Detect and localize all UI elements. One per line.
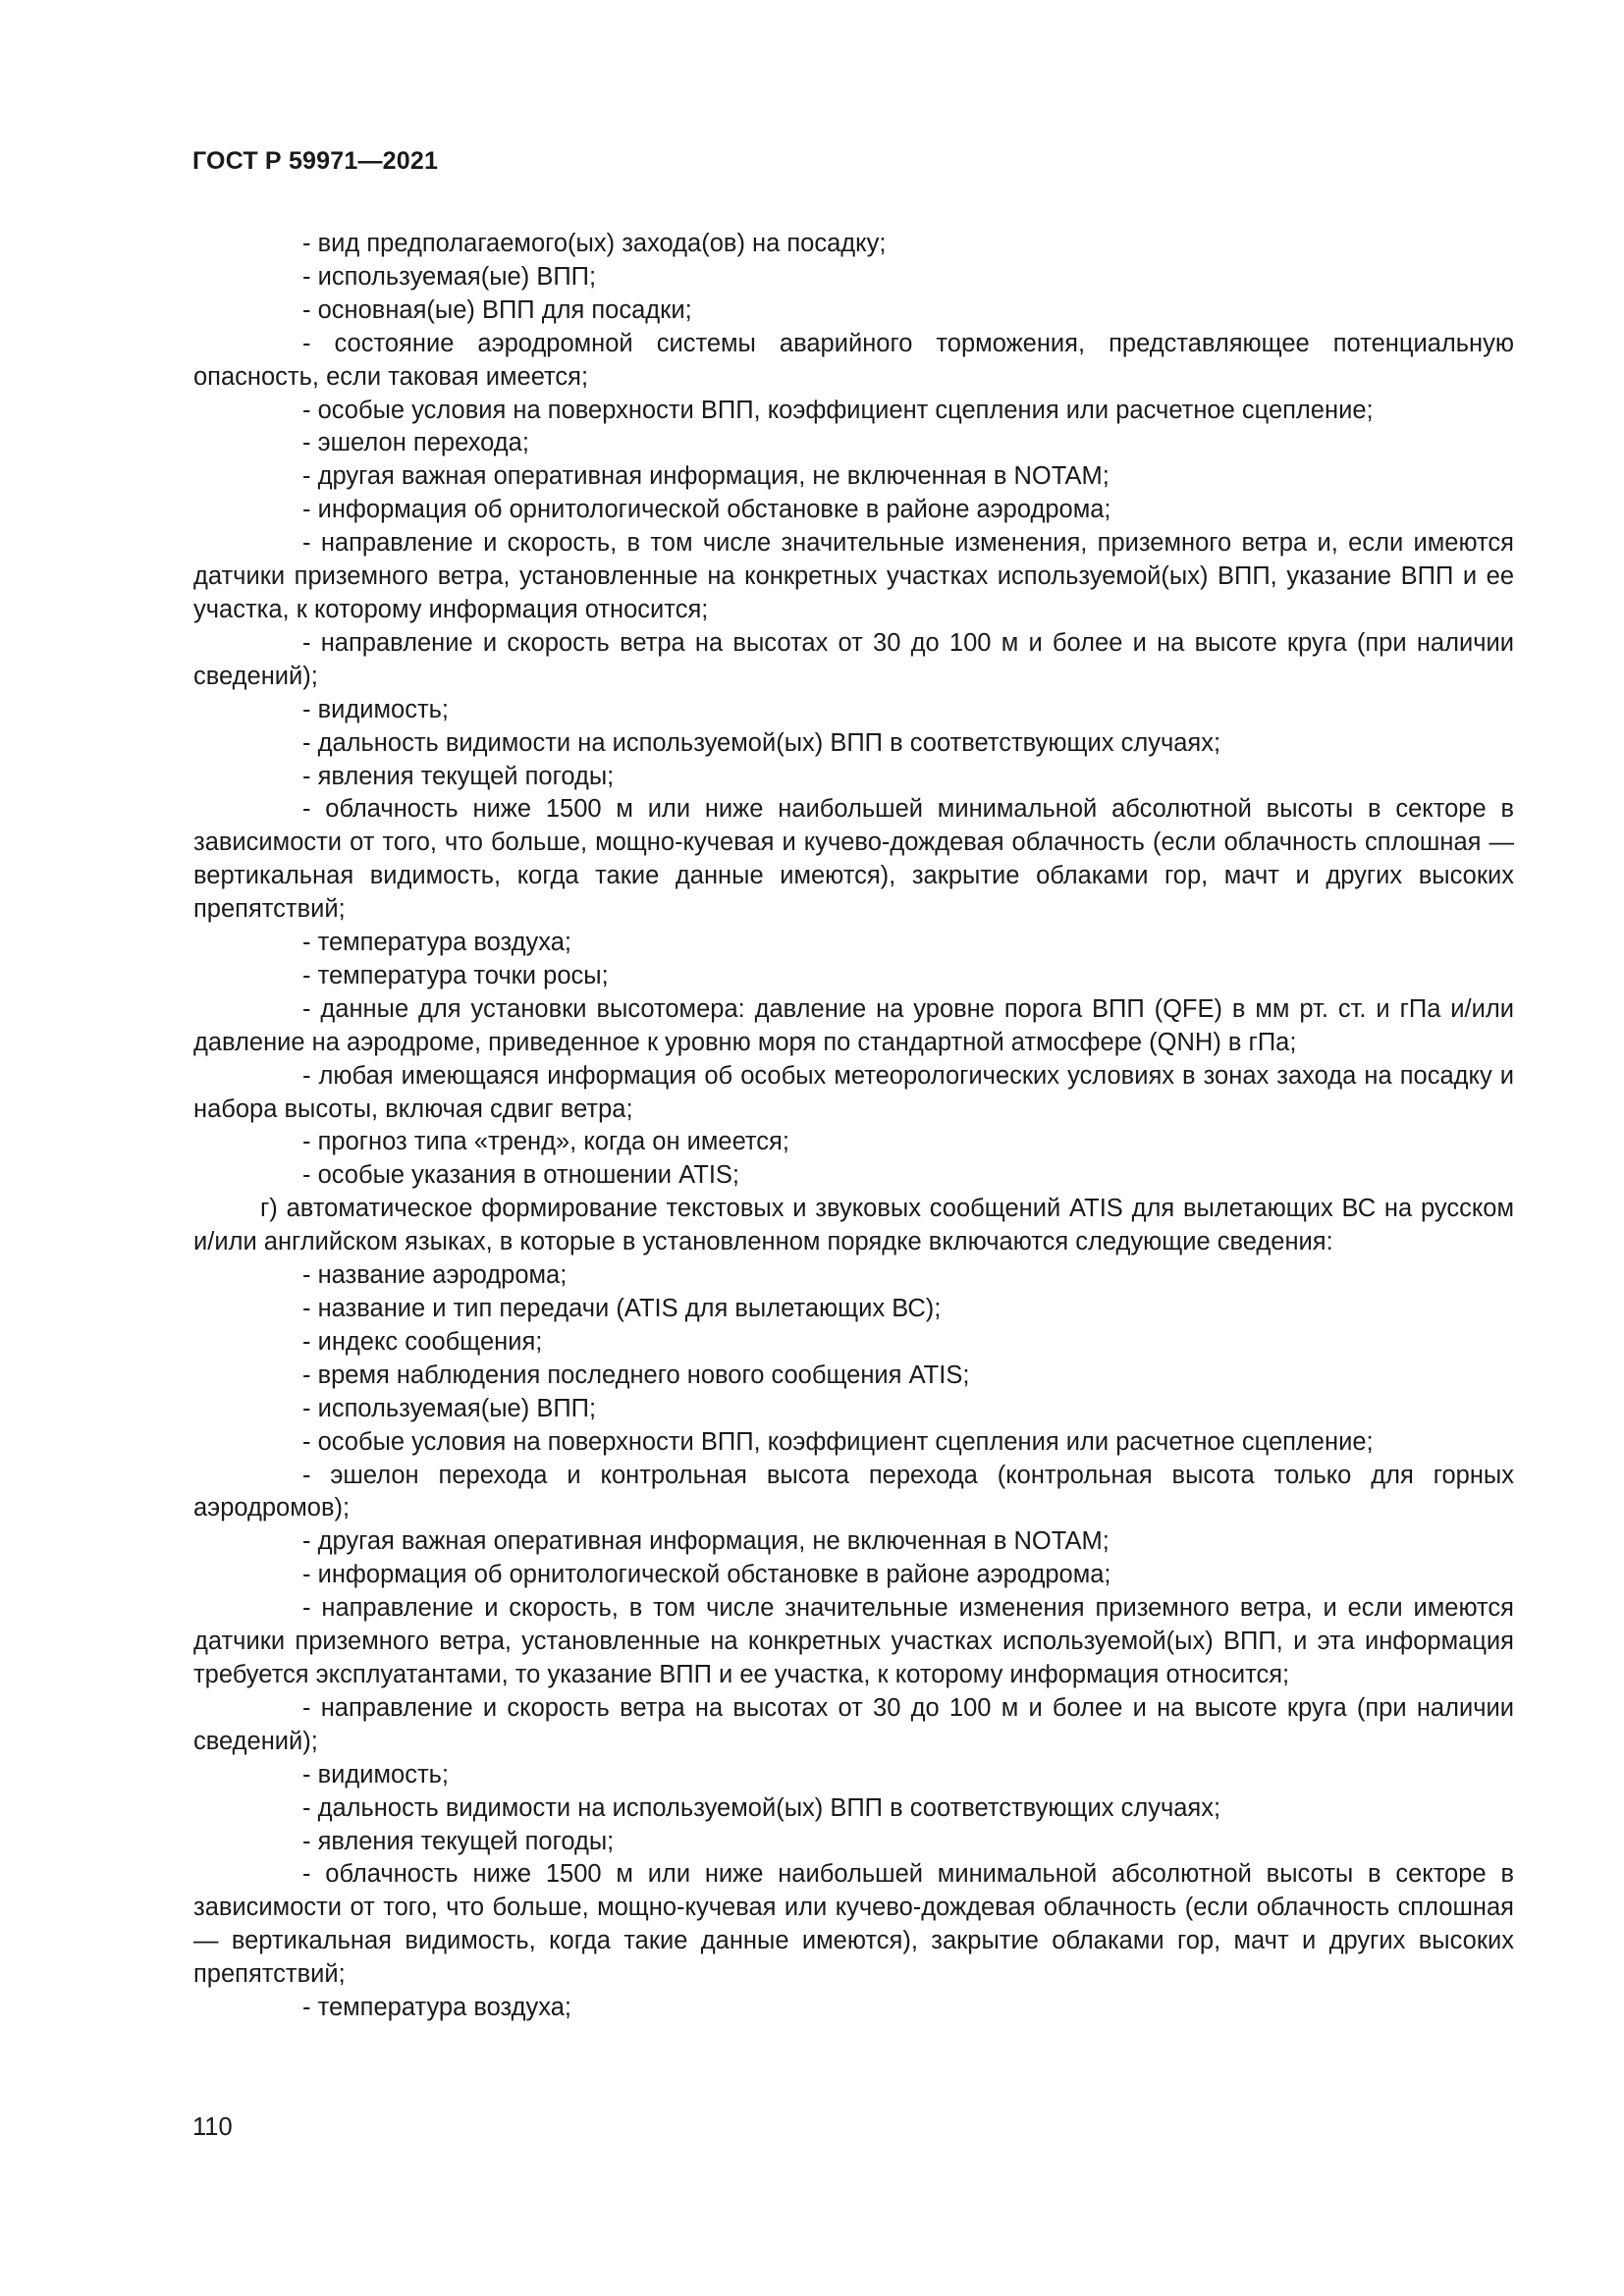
list-item: - состояние аэродромной системы аварийного торможения, представляющее потенциальную опасность, если таковая имеется; — [193, 329, 1514, 391]
list-item: - видимость; — [302, 1760, 450, 1789]
subsection-paragraph: г) автоматическое формирование текстовых и звуковых сообщений ATIS для вылетающих ВС на русском и/или английском языках, в которые в установленном порядке включаются следующие сведения: — [193, 1195, 1514, 1256]
list-item: - температура воздуха; — [302, 929, 572, 957]
list-item: - особые указания в отношении ATIS; — [302, 1161, 739, 1190]
list-item: - направление и скорость, в том числе значительные изменения, приземного ветра и, если имеются датчики приземного ветра, установленные на конкретных участках используемой(ых) ВПП, указание ВПП и ее участка, к которому информация относится; — [193, 529, 1514, 623]
list-item: - используемая(ые) ВПП; — [302, 262, 597, 291]
list-item: - основная(ые) ВПП для посадки; — [302, 295, 692, 324]
list-item: - информация об орнитологической обстановке в районе аэродрома; — [302, 496, 1111, 524]
list-item: - эшелон перехода; — [302, 429, 529, 457]
list-item: - название и тип передачи (ATIS для вылетающих ВС); — [302, 1295, 942, 1322]
list-item: - особые условия на поверхности ВПП, коэффициент сцепления или расчетное сцепление; — [302, 1427, 1374, 1456]
list-item: - облачность ниже 1500 м или ниже наибольшей минимальной абсолютной высоты в секторе в зависимости от того, что больше, мощно-кучевая или кучево-дождевая облачность (если облачность сплошная — вертикальная видимость, когда такие данные имеются), закрытие облаками гор, мачт и других высоких препятствий; — [193, 1860, 1514, 1989]
list-item: - данные для установки высотомера: давление на уровне порога ВПП (QFE) в мм рт. ст. и гПа и/или давление на аэродроме, приведенное к уровню моря по стандартной атмосфере (QNH) в гПа; — [193, 994, 1514, 1056]
list-item: - другая важная оперативная информация, не включенная в NOTAM; — [302, 1527, 1110, 1556]
list-item: - направление и скорость, в том числе значительные изменения приземного ветра, и если имеются датчики приземного ветра, установленные на конкретных участках используемой(ых) ВПП, и эта информация требуется эксплуатантами, то указание ВПП и ее участка, к которому информация относится; — [193, 1594, 1514, 1688]
list-item: - направление и скорость ветра на высотах от 30 до 100 м и более и на высоте круга (при наличии сведений); — [193, 628, 1514, 690]
list-item: - информация об орнитологической обстановке в районе аэродрома; — [302, 1561, 1111, 1589]
list-item: - температура точки росы; — [302, 961, 609, 989]
list-item: - вид предполагаемого(ых) захода(ов) на посадку; — [302, 230, 887, 257]
document-body — [193, 228, 1514, 2025]
list-item: - видимость; — [302, 695, 450, 723]
list-item: - время наблюдения последнего нового сообщения ATIS; — [302, 1361, 970, 1389]
list-item: - облачность ниже 1500 м или ниже наибольшей минимальной абсолютной высоты в секторе в зависимости от того, что больше, мощно-кучевая и кучево-дождевая облачность (если облачность сплошная — вертикальная видимость, когда такие данные имеются), закрытие облаками гор, мачт и других высоких препятствий; — [193, 795, 1514, 924]
list-item: - особые условия на поверхности ВПП, коэффициент сцепления или расчетное сцепление; — [302, 396, 1374, 424]
list-item: - другая важная оперативная информация, не включенная в NOTAM; — [302, 462, 1110, 491]
list-item: - явления текущей погоды; — [302, 1827, 615, 1855]
list-item: - температура воздуха; — [302, 1994, 572, 2022]
list-item: - эшелон перехода и контрольная высота перехода (контрольная высота только для горных аэродромов); — [193, 1461, 1514, 1522]
list-item: - явления текущей погоды; — [302, 762, 615, 790]
list-item: - дальность видимости на используемой(ых) ВПП в соответствующих случаях; — [302, 728, 1221, 757]
list-item: - прогноз типа «тренд», когда он имеется; — [302, 1128, 789, 1156]
list-item: - любая имеющаяся информация об особых метеорологических условиях в зонах захода на посадку и набора высоты, включая сдвиг ветра; — [193, 1061, 1514, 1123]
document-header: ГОСТ Р 59971—2021 — [192, 147, 439, 175]
list-item: - используемая(ые) ВПП; — [302, 1394, 597, 1422]
page-number: 110 — [192, 2113, 233, 2141]
list-item: - направление и скорость ветра на высотах от 30 до 100 м и более и на высоте круга (при наличии сведений); — [193, 1693, 1514, 1755]
list-item: - название аэродрома; — [302, 1261, 568, 1290]
list-item: - дальность видимости на используемой(ых) ВПП в соответствующих случаях; — [302, 1793, 1221, 1822]
list-item: - индекс сообщения; — [302, 1327, 543, 1356]
